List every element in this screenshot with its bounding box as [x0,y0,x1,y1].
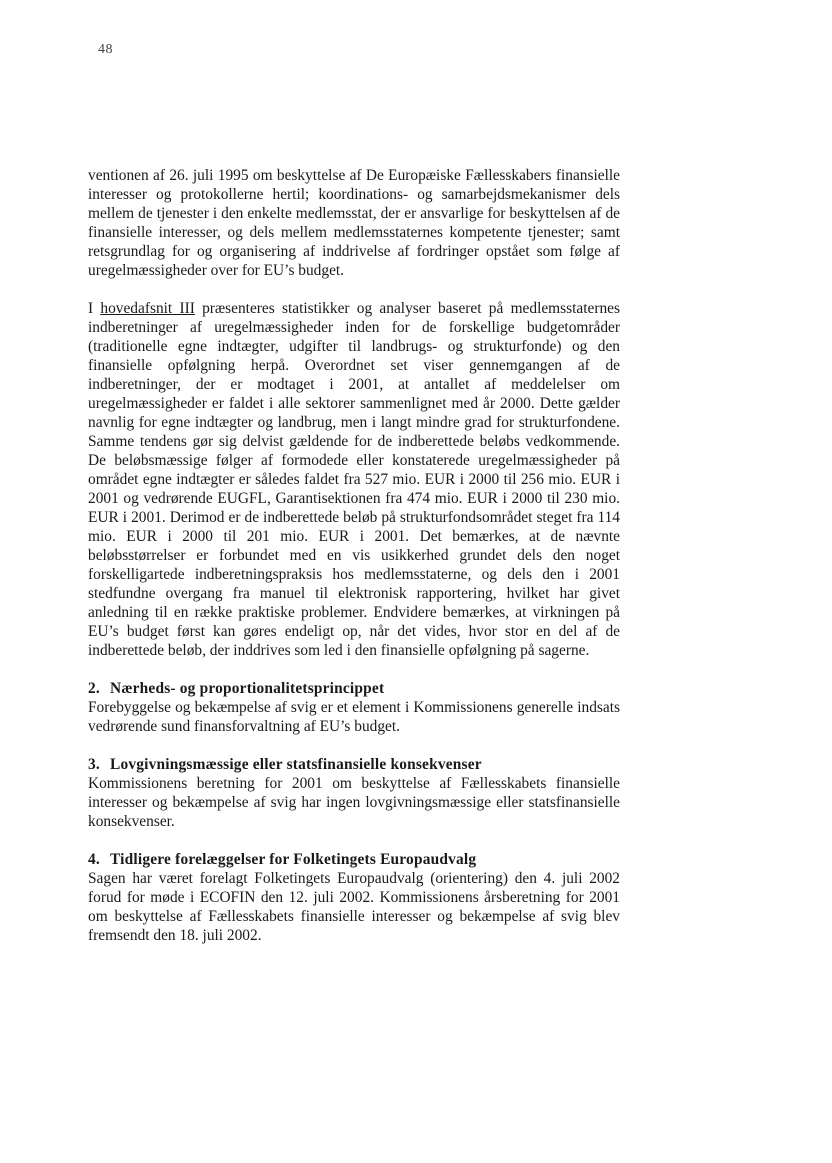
paragraph-prefix: I [88,300,101,317]
paragraph-body: præsenteres statistikker og analyser baseret på medlemsstaternes indberetninger af uregelmæssigheder inden for de forskellige budgetområder (traditionelle egne indtægter, udgifter til landbrugs- og strukturfonde) og den finansielle opfølgning herpå. Overordnet set viser gennemgangen af de indberetninger, der er modtaget i 2001, at antallet af meddelelser om uregelmæssigheder er faldet i alle sektorer sammenlignet med år 2000. Dette gælder navnlig for egne indtægter og landbrug, men i langt mindre grad for strukturfondene. Samme tendens gør sig delvist gældende for de indberettede beløbs vedkommende. De beløbsmæssige følger af formodede eller konstaterede uregelmæssigheder på området egne indtægter er således faldet fra 527 mio. EUR i 2000 til 256 mio. EUR i 2001 og vedrørende EUGFL, Garantisektionen fra 474 mio. EUR i 2000 til 230 mio. EUR i 2001. Derimod er de indberettede beløb på strukturfondsområdet steget fra 114 mio. EUR i 2000 til 201 mio. EUR i 2001. Det bemærkes, at de nævnte beløbsstørrelser er forbundet med en vis usikkerhed grundet dels den noget forskelligartede indberetningspraksis hos medlemsstaterne, og dels den i 2001 stedfundne overgang fra manuel til elektronisk rapportering, hvilket har givet anledning til en række praktiske problemer. Endvidere bemærkes, at virkningen på EU’s budget først kan gøres endeligt op, når det vides, hvor stor en del af de indberettede beløb, der inddrives som led i den finansielle opfølgning på sagerne. [88,300,620,659]
section-previous-submissions [88,850,620,945]
section-number: 3. [88,756,100,773]
section-title: Tidligere forelæggelser for Folketingets Europaudvalg [110,851,477,868]
section-number: 4. [88,851,100,868]
section-text: Sagen har været forelagt Folketingets Europaudvalg (orientering) den 4. juli 2002 forud for møde i ECOFIN den 12. juli 2002. Kommissionens årsberetning for 2001 om beskyttelse af Fællesskabets finansielle interesser og bekæmpelse af svig blev fremsendt den 18. juli 2002. [88,870,620,944]
section-heading [88,755,620,774]
section-title: Nærheds- og proportionalitetsprincippet [110,680,385,697]
page-number: 48 [98,42,113,57]
section-number: 2. [88,680,100,697]
paragraph-convention: ventionen af 26. juli 1995 om beskyttelse af De Europæiske Fællesskabers finansielle interesser og protokollerne hertil; koordinations- og samarbejdsmekanismer dels mellem de tjenester i den enkelte medlemsstat, der er ansvarlige for beskyttelsen af de finansielle interesser, og dels mellem medlemsstaternes kompetente tjenester; samt retsgrundlag for og organisering af inddrivelse af fordringer opstået som følge af uregelmæssigheder over for EU’s budget. [88,167,620,279]
section-subsidiarity [88,679,620,736]
section-title: Lovgivningsmæssige eller statsfinansielle konsekvenser [110,756,482,773]
section-heading [88,850,620,869]
paragraph-main-section-iii [88,299,620,660]
hovedafsnit-link[interactable]: hovedafsnit III [100,300,195,317]
section-heading [88,679,620,698]
section-consequences [88,755,620,831]
document-body [88,166,620,945]
section-text: Forebyggelse og bekæmpelse af svig er et element i Kommissionens generelle indsats vedrørende sund finansforvaltning af EU’s budget. [88,699,620,735]
section-text: Kommissionens beretning for 2001 om beskyttelse af Fællesskabets finansielle interesser og bekæmpelse af svig har ingen lovgivningsmæssige eller statsfinansielle konsekvenser. [88,775,620,830]
